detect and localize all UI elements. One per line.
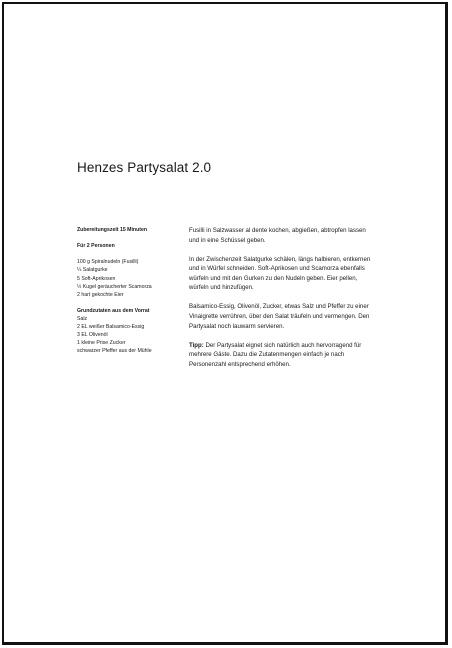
pantry-item: Salz [77,316,88,323]
pantry-item: 2 EL weißer Balsamico-Essig [77,324,145,331]
spacer [77,234,187,242]
spacer [77,250,187,258]
pantry-item: 3 EL Olivenöl [77,332,108,339]
instruction-step: In der Zwischenzeit Salatgurke schälen, längs halbieren, entkernen und in Würfel schneiden. Soft-Aprikosen und Scamorza ebenfalls würfeln und mit den Gurken zu den Nudeln geben. Eier pellen, würfeln und hinzufügen. [189,255,371,292]
recipe-title: Henzes Partysalat 2.0 [77,160,212,175]
tip-text: Der Partysalat eignet sich natürlich auch hervorragend für mehrere Gäste. Dazu die Zutatenmengen einfach je nach Personenzahl entsprechend erhöhen. [189,341,362,368]
pantry-heading: Grundzutaten aus dem Vorrat [77,307,150,314]
spacer [77,299,187,307]
prep-time: Zubereitungszeit 15 Minuten [77,227,148,233]
ingredient-item: 2 hart gekochte Eier [77,291,124,298]
ingredients-column [77,226,187,356]
tip-label: Tipp: [189,341,204,349]
pantry-item: schwarzer Pfeffer aus der Mühle [77,348,152,355]
ingredient-item: 5 Soft-Aprikosen [77,275,116,282]
tip-paragraph [189,341,375,370]
ingredient-item: ½ Kugel geräucherter Scamorza [77,283,152,290]
pantry-item: 1 kleine Prise Zucker [77,340,126,347]
servings: Für 2 Personen [77,243,115,250]
instruction-step: Balsamico-Essig, Olivenöl, Zucker, etwas Salz und Pfeffer zu einer Vinaigrette verrühren, über den Salat träufeln und vermengen. Den Partysalat noch lauwarm servieren. [189,303,370,330]
ingredient-item: ¼ Salatgurke [77,267,108,274]
ingredient-item: 100 g Spiralnudeln (Fusilli) [77,259,139,266]
instruction-step: Fusilli in Salzwasser al dente kochen, abgießen, abtropfen lassen und in eine Schüssel geben. [189,227,366,244]
instructions-column [189,226,375,379]
